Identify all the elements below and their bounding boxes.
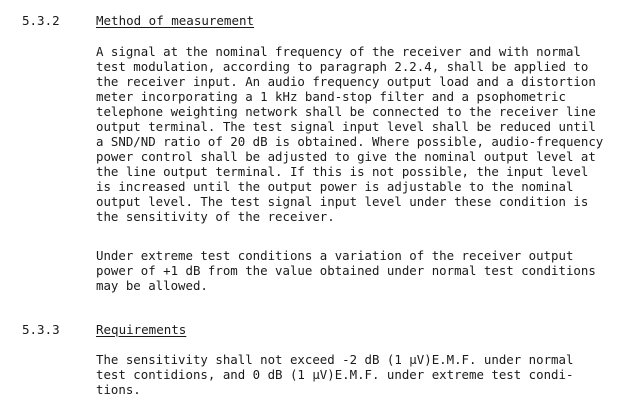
paragraph-extreme-conditions: [96, 248, 626, 293]
section-title-requirements: Requirements: [96, 322, 187, 337]
text-line: output level. The test signal input level under these condition is: [96, 194, 589, 209]
section-title-method-of-measurement: Method of measurement: [96, 13, 255, 28]
text-line: power of +1 dB from the value obtained under normal test conditions: [96, 263, 596, 278]
text-line: the receiver input. An audio frequency output load and a distortion: [96, 74, 596, 89]
section-number-5-3-3: 5.3.3: [22, 322, 60, 337]
text-line: telephone weighting network shall be connected to the receiver line: [96, 104, 596, 119]
text-line: power control shall be adjusted to give the nominal output level at: [96, 149, 596, 164]
text-line: test modulation, according to paragraph 2.2.4, shall be applied to: [96, 59, 589, 74]
text-line: the line output terminal. If this is not possible, the input level: [96, 164, 589, 179]
text-line: The sensitivity shall not exceed -2 dB (1 µV)E.M.F. under normal: [96, 352, 574, 367]
text-line: the sensitivity of the receiver.: [96, 209, 335, 224]
text-line: meter incorporating a 1 kHz band-stop filter and a psophometric: [96, 89, 566, 104]
text-line: output terminal. The test signal input level shall be reduced until: [96, 119, 596, 134]
paragraph-method-description: [96, 44, 626, 224]
text-line: tions.: [96, 382, 141, 397]
text-line: A signal at the nominal frequency of the receiver and with normal: [96, 44, 581, 59]
text-line: Under extreme test conditions a variation of the receiver output: [96, 248, 574, 263]
paragraph-requirements: [96, 352, 626, 397]
text-line: test contidions, and 0 dB (1 µV)E.M.F. under extreme test condi-: [96, 367, 574, 382]
section-number-5-3-2: 5.3.2: [22, 13, 60, 28]
text-line: is increased until the output power is adjustable to the nominal: [96, 179, 574, 194]
text-line: may be allowed.: [96, 278, 208, 293]
text-line: a SND/ND ratio of 20 dB is obtained. Where possible, audio-frequency: [96, 134, 604, 149]
